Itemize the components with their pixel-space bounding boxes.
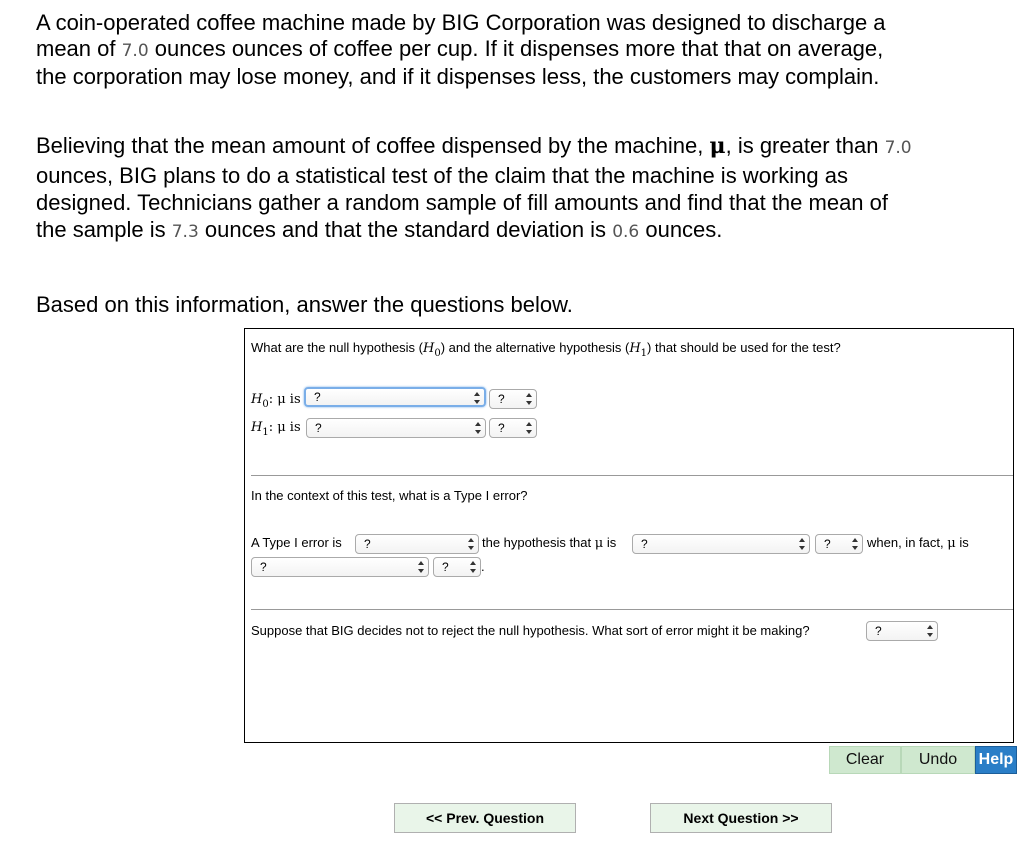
type1-mid-text	[482, 535, 616, 551]
intro-text: ounces.	[639, 217, 723, 242]
select-arrows-icon	[526, 393, 532, 405]
question-box	[244, 328, 1014, 743]
next-question-button[interactable]: Next Question >>	[650, 803, 832, 833]
instructions: Based on this information, answer the questions below.	[36, 292, 573, 317]
is-text: is	[606, 535, 617, 550]
intro-text: A coin-operated coffee machine made by BIG Corporation was designed to discharge a mean of	[36, 10, 886, 61]
mu-symbol: μ	[594, 536, 604, 551]
divider	[251, 609, 1013, 610]
q1-text: ) that should be used for the test?	[647, 340, 841, 355]
select-value: ?	[442, 560, 449, 574]
help-button[interactable]: Help	[975, 746, 1017, 774]
q3-prompt: Suppose that BIG decides not to reject the null hypothesis. What sort of error might it be making?	[251, 623, 810, 638]
h1-row-label	[251, 419, 301, 438]
h1-letter: H	[629, 341, 641, 356]
select-arrows-icon	[799, 538, 805, 550]
mu-symbol: μ	[709, 133, 726, 159]
intro-text: ounces ounces of coffee per cup. If it dispenses more that that on average, the corporation may lose money, and if it dispenses less, the customers may complain.	[36, 36, 884, 89]
h1-parameter-select[interactable]	[306, 418, 486, 438]
divider	[251, 475, 1013, 476]
intro-paragraph-2	[36, 132, 916, 246]
h0-subscript: 0	[262, 399, 269, 410]
select-value: ?	[824, 537, 831, 551]
select-value: ?	[875, 624, 882, 638]
h1-subscript: 1	[262, 427, 269, 438]
mu-symbol: μ	[947, 536, 956, 551]
select-arrows-icon	[470, 561, 476, 573]
prev-question-button[interactable]: << Prev. Question	[394, 803, 576, 833]
h0-parameter-select[interactable]	[304, 387, 486, 407]
select-arrows-icon	[526, 422, 532, 434]
q1-prompt	[251, 340, 841, 359]
select-value: ?	[260, 560, 267, 574]
q2-prompt: In the context of this test, what is a Type I error?	[251, 488, 528, 503]
intro-text: , is greater than	[725, 133, 885, 158]
std-dev-value: 0.6	[612, 222, 640, 242]
select-arrows-icon	[468, 538, 474, 550]
select-arrows-icon	[852, 538, 858, 550]
select-value: ?	[314, 390, 321, 404]
select-value: ?	[364, 537, 371, 551]
type1-hyp-text: the hypothesis that	[482, 535, 592, 550]
claimed-mean-value: 7.0	[884, 138, 912, 158]
select-value: ?	[315, 421, 322, 435]
h1-symbol	[629, 341, 648, 359]
type1-label: A Type I error is	[251, 535, 342, 550]
target-mean-value: 7.0	[121, 41, 149, 61]
intro-text: ounces and that the standard deviation is	[198, 217, 613, 242]
intro-text: Believing that the mean amount of coffee dispensed by the machine,	[36, 133, 710, 158]
h0-row-label	[251, 391, 301, 410]
intro-text: ounces, BIG plans to do a statistical test of the claim that the machine is working as designed. Technicians gather a random sample of fill amounts and find that the mean of the sample is	[36, 163, 889, 242]
h0-letter: H	[251, 392, 263, 407]
select-arrows-icon	[418, 561, 424, 573]
q1-text: What are the null hypothesis (	[251, 340, 423, 355]
type1-relation-select[interactable]	[815, 534, 863, 554]
type1-action-select[interactable]	[355, 534, 479, 554]
select-arrows-icon	[474, 392, 480, 404]
q1-text: ) and the alternative hypothesis (	[440, 340, 630, 355]
clear-button[interactable]: Clear	[829, 746, 901, 774]
select-value: ?	[498, 392, 505, 406]
intro-paragraph-1	[36, 10, 916, 90]
is-text: is	[959, 535, 969, 550]
when-text: when, in fact,	[867, 535, 944, 550]
error-type-select[interactable]	[866, 621, 938, 641]
type1-parameter-select[interactable]	[632, 534, 810, 554]
h0-letter: H	[422, 341, 435, 356]
h1-mu-is: : μ is	[268, 420, 301, 435]
h1-relation-select[interactable]	[489, 418, 537, 438]
h0-relation-select[interactable]	[489, 389, 537, 409]
select-arrows-icon	[927, 625, 933, 637]
type1-end-text	[867, 535, 969, 551]
h1-letter: H	[251, 420, 263, 435]
h0-mu-is: : μ is	[268, 392, 301, 407]
select-arrows-icon	[475, 422, 481, 434]
select-value: ?	[641, 537, 648, 551]
select-value: ?	[498, 421, 505, 435]
period: .	[481, 559, 485, 574]
h0-symbol	[422, 341, 441, 359]
h1-subscript: 1	[640, 348, 648, 359]
type1-truth-relation-select[interactable]	[433, 557, 481, 577]
type1-truth-parameter-select[interactable]	[251, 557, 429, 577]
sample-mean-value: 7.3	[171, 222, 199, 242]
undo-button[interactable]: Undo	[901, 746, 975, 774]
h0-subscript: 0	[434, 348, 441, 359]
